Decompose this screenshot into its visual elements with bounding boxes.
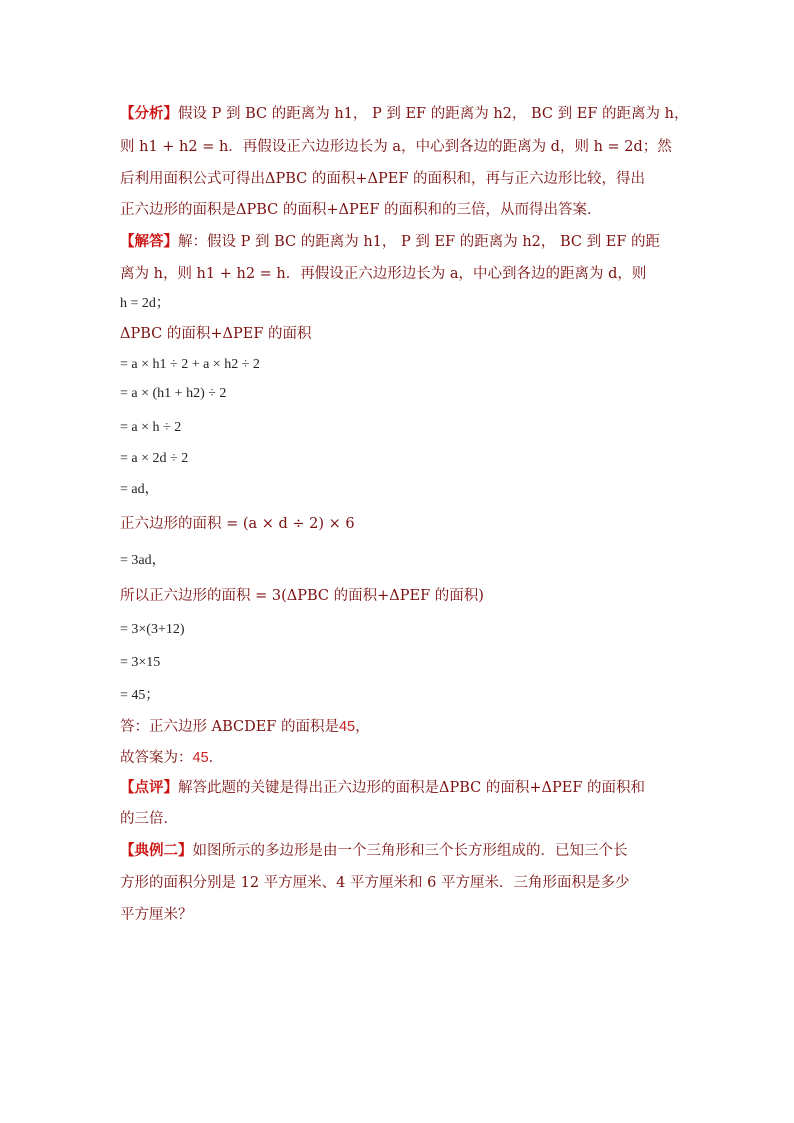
answer-suffix: ，	[355, 719, 370, 735]
final-value: 45	[192, 750, 209, 766]
comment-line-2: 的三倍．	[120, 811, 178, 827]
solution-line-2: 离为 h，则 h1 + h2 = h．再假设正六边形边长为 a，中心到各边的距离为 d，则	[120, 266, 647, 282]
conclusion-line: 所以正六边形的面积 = 3(ΔPBC 的面积+ΔPEF 的面积)	[120, 588, 484, 604]
answer-prefix: 答：正六边形 ABCDEF 的面积是	[120, 719, 339, 735]
example2-line-3: 平方厘米？	[120, 907, 193, 923]
analysis-line-3: 后利用面积公式可得出ΔPBC 的面积+ΔPEF 的面积和，再与正六边形比较，得出	[120, 171, 645, 187]
comment-line-1	[120, 778, 645, 798]
answer-line	[120, 717, 370, 737]
solution-line-3: h = 2d；	[120, 296, 170, 311]
analysis-line-4: 正六边形的面积是ΔPBC 的面积+ΔPEF 的面积和的三倍，从而得出答案．	[120, 202, 602, 218]
solution-step-5: = ad，	[120, 482, 159, 497]
calc-step-1: = 3×(3+12)	[120, 622, 185, 637]
calc-step-3: = 45；	[120, 688, 160, 703]
analysis-text-1: 假设 P 到 BC 的距离为 h1， P 到 EF 的距离为 h2， BC 到 EF 的距离为 h，	[178, 106, 689, 122]
comment-text-1: 解答此题的关键是得出正六边形的面积是ΔPBC 的面积+ΔPEF 的面积和	[178, 780, 645, 796]
solution-step-2: = a × (h1 + h2) ÷ 2	[120, 386, 227, 401]
analysis-tag: 【分析】	[120, 105, 178, 122]
calc-step-2: = 3×15	[120, 655, 161, 670]
solution-step-4: = a × 2d ÷ 2	[120, 451, 189, 466]
comment-tag: 【点评】	[120, 779, 178, 796]
final-answer-line	[120, 748, 223, 768]
example2-line-1	[120, 841, 628, 861]
final-prefix: 故答案为：	[120, 750, 193, 766]
example2-tag: 【典例二】	[120, 842, 193, 859]
answer-value: 45	[338, 719, 356, 735]
solution-line-4: ΔPBC 的面积+ΔPEF 的面积	[120, 326, 312, 342]
example2-line-2: 方形的面积分别是 12 平方厘米、4 平方厘米和 6 平方厘米．三角形面积是多少	[120, 875, 630, 891]
hexagon-area-line: 正六边形的面积 = (a × d ÷ 2) × 6	[120, 516, 355, 532]
analysis-line-2: 则 h1 + h2 = h．再假设正六边形边长为 a，中心到各边的距离为 d，则 h = 2d；然	[120, 139, 672, 155]
final-suffix: ．	[208, 750, 224, 766]
hexagon-area-result: = 3ad，	[120, 553, 166, 568]
solution-step-3: = a × h ÷ 2	[120, 420, 182, 435]
solution-tag: 【解答】	[120, 233, 178, 250]
analysis-line-1	[120, 104, 688, 124]
solution-text-1: 解：假设 P 到 BC 的距离为 h1， P 到 EF 的距离为 h2， BC 到 EF 的距	[178, 234, 660, 250]
solution-step-1: = a × h1 ÷ 2 + a × h2 ÷ 2	[120, 357, 260, 372]
example2-text-1: 如图所示的多边形是由一个三角形和三个长方形组成的．已知三个长	[192, 843, 628, 859]
solution-line-1	[120, 232, 660, 252]
